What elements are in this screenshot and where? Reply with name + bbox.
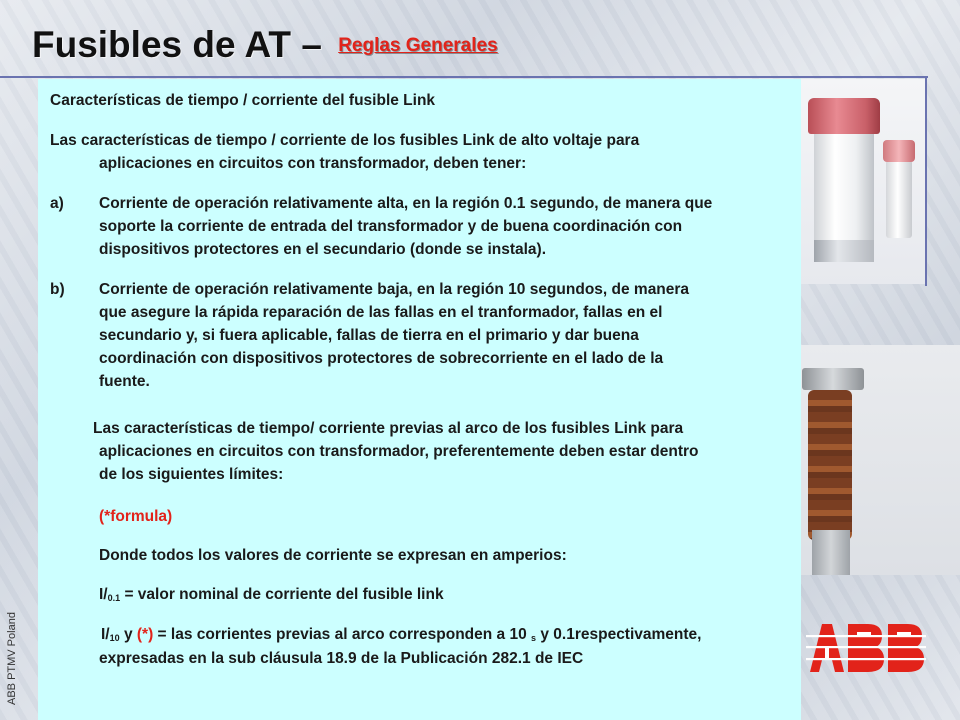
side-rule [925,76,927,286]
insulator-base [812,530,850,575]
prearc-line-3: de los siguientes límites: [99,466,284,483]
i10-line-2: expresadas en la sub cláusula 18.9 de la Publicación 282.1 de IEC [99,650,584,667]
i10-definition [101,624,701,649]
item-b-line-3: secundario y, si fuera aplicable, fallas de tierra en el primario y dar buena [99,327,639,344]
i10-prefix: I/ [101,626,110,643]
i10-y: y [119,626,137,643]
insulator-clamp [802,368,864,390]
formula-placeholder: (*formula) [99,508,173,525]
item-a-line-2: soporte la corriente de entrada del transformador y de buena coordinación con [99,218,683,235]
abb-logo [806,622,926,674]
fuse-small-cap [883,140,915,162]
title-subtitle-link[interactable]: Reglas Generales [338,35,498,56]
item-a-marker: a) [50,195,64,212]
fuse-large-cap [808,98,880,134]
intro-line-1: Las características de tiempo / corriente de los fusibles Link de alto voltaje para [50,132,640,149]
intro-line-2: aplicaciones en circuitos con transformador, deben tener: [99,155,527,172]
prearc-line-2: aplicaciones en circuitos con transformador, preferentemente deben estar dentro [99,443,699,460]
slide-title [32,24,498,66]
title-main: Fusibles de AT – [32,24,333,65]
i01-prefix: I/ [99,586,108,603]
i01-text: = valor nominal de corriente del fusible link [120,586,444,603]
item-a-line-1: Corriente de operación relativamente alta, en la región 0.1 segundo, de manera que [99,195,713,212]
item-b-line-4: coordinación con dispositivos protectores de sobrecorriente en el lado de la [99,350,664,367]
i01-definition [99,584,444,609]
item-b-marker: b) [50,281,65,298]
title-rule [0,76,928,78]
i01-subscript: 0.1 [107,593,121,603]
i10-s-subscript: s [531,633,537,643]
item-a-line-3: dispositivos protectores en el secundario (donde se instala). [99,241,547,258]
i10-subscript: 10 [109,633,120,643]
fuse-small-body [886,160,912,238]
item-b-line-2: que asegure la rápida reparación de las fallas en el tranformador, fallas en el [99,304,663,321]
i10-mid: = las corrientes previas al arco corresponden a 10 [153,626,532,643]
i10-star: (*) [136,626,154,643]
amperes-note: Donde todos los valores de corriente se expresan en amperios: [99,547,567,564]
side-label: ABB PTMV Poland [6,612,18,705]
prearc-line-1: Las características de tiempo/ corriente previas al arco de los fusibles Link para [93,420,684,437]
item-b-line-1: Corriente de operación relativamente baja, en la región 10 segundos, de manera [99,281,690,298]
content-heading: Características de tiempo / corriente del fusible Link [50,92,436,109]
i10-end: y 0.1respectivamente, [536,626,702,643]
item-b-line-5: fuente. [99,373,150,390]
insulator-body [808,390,852,540]
fuse-large-band [814,240,874,262]
